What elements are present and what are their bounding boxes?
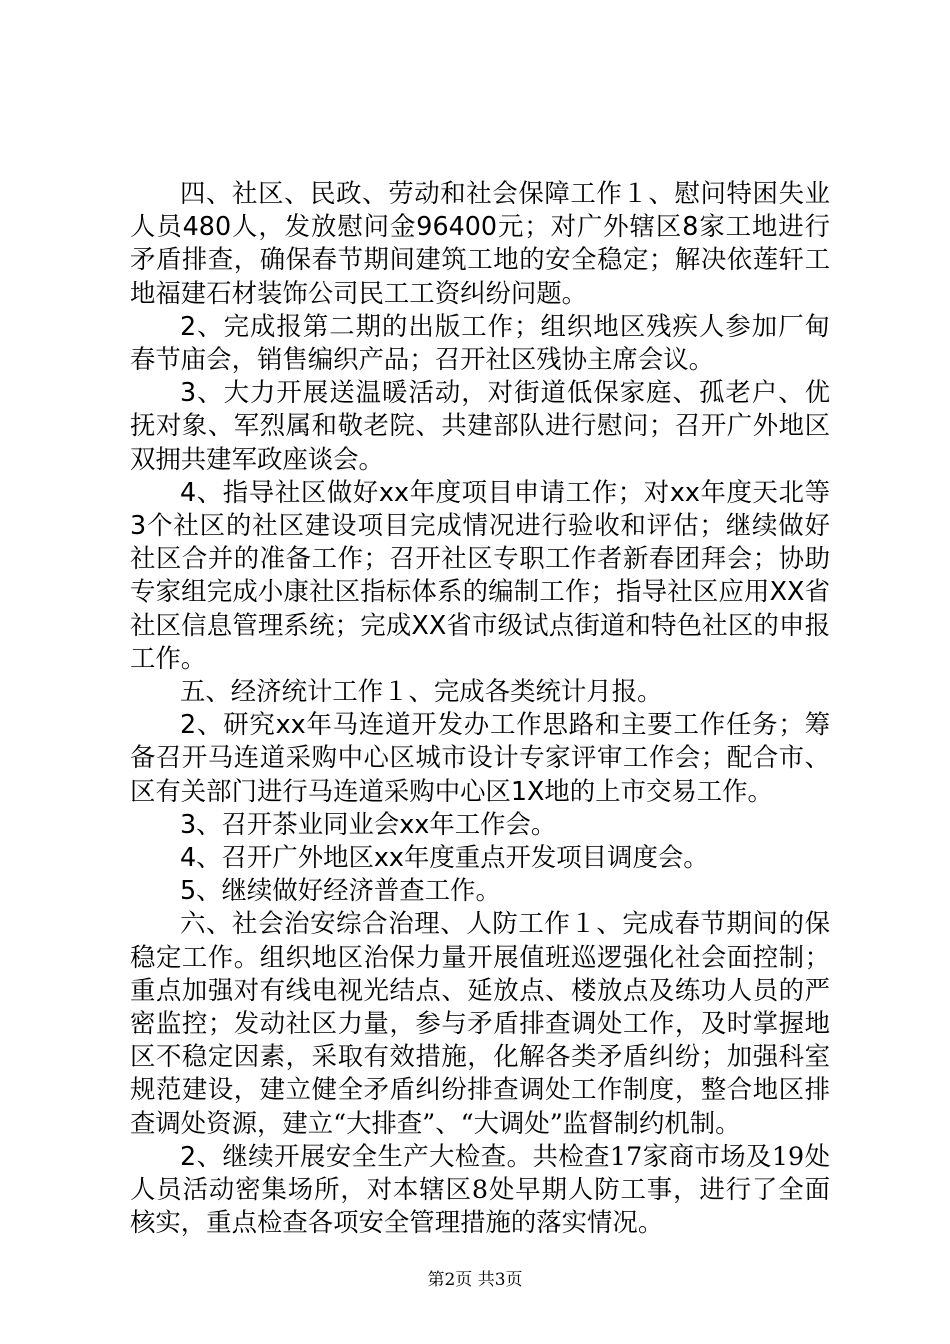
paragraph-maliandao-development: 2、研究xx年马连道开发办工作思路和主要工作任务；筹备召开马连道采购中心区城市设计专家评审工作会；配合市、区有关部门进行马连道采购中心区1X地的上市交易工作。: [130, 709, 830, 806]
paragraph-economic-census: 5、继续做好经济普查工作。: [180, 875, 501, 906]
paragraph-safety-inspection: [130, 1140, 830, 1240]
paragraph-lead-text: 六、社会治安综合治理、人防工作１、完成春节期间的保稳定工作。: [130, 908, 830, 972]
paragraph-community-projects: 4、指导社区做好xx年度项目申请工作；对xx年度天北等3个社区的社区建设项目完成情况进行验收和评估；继续做好社区合并的准备工作；召开社区专职工作者新春团拜会；协助专家组完成小康社区指标体系的编制工作；指导社区应用XX省社区信息管理系统；完成XX省市级试点街道和特色社区的申报工作。: [130, 476, 830, 673]
paragraph-community-welfare: 四、社区、民政、劳动和社会保障工作１、慰问特困失业人员480人，发放慰问金96400元；对广外辖区8家工地进行矛盾排查，确保春节期间建筑工地的安全稳定；解决依莲轩工地福建石材装饰公司民工工资纠纷问题。: [130, 178, 830, 308]
paragraph-tea-industry-meeting: 3、召开茶业同业会xx年工作会。: [180, 808, 557, 839]
paragraph-body-text: 共检查17家商市场及19处人员活动密集场所，对本辖区8处早期人防工事，进行了全面核实，重点检查各项安全管理措施的落实情况。: [130, 1140, 830, 1238]
document-body: [130, 177, 830, 1240]
paragraph-publication-disabled: 2、完成报第二期的出版工作；组织地区残疾人参加厂甸春节庙会，销售编织产品；召开社区残协主席会议。: [130, 310, 830, 375]
paragraph-lead-text: 2、继续开展安全生产大检查。: [180, 1140, 533, 1171]
paragraph-body-text: 组织地区治保力量开展值班巡逻强化社会面控制；重点加强对有线电视光结点、延放点、楼放点及练功人员的严密监控；发动社区力量，参与矛盾排查调处工作，及时掌握地区不稳定因素，采取有效措施，化解各类矛盾纠纷；加强科室规范建设，建立健全矛盾纠纷排查调处工作制度，整合地区排查调处资源，建立“大排查”、“大调处”监督制约机制。: [130, 941, 831, 1138]
paragraph-economic-statistics: 五、经济统计工作１、完成各类统计月报。: [180, 676, 663, 707]
paragraph-public-security: [130, 907, 830, 1139]
paragraph-key-projects-meeting: 4、召开广外地区xx年度重点开发项目调度会。: [180, 842, 709, 873]
page-footer: 第2页 共3页: [427, 1270, 523, 1290]
paragraph-warmth-activity: 3、大力开展送温暖活动，对街道低保家庭、孤老户、优抚对象、军烈属和敬老院、共建部队进行慰问；召开广外地区双拥共建军政座谈会。: [130, 377, 830, 474]
